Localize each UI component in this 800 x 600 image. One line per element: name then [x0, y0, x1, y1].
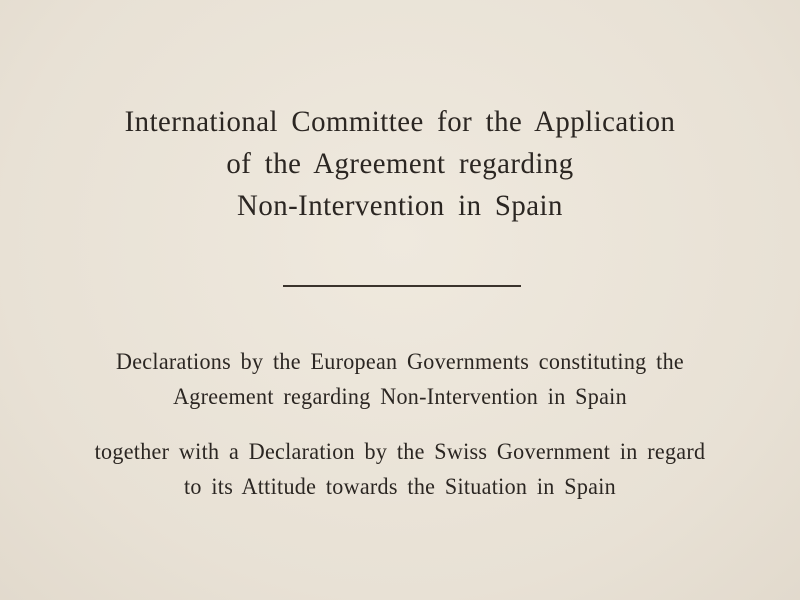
- swiss-declaration-line-2: to its Attitude towards the Situation in Spain: [183, 474, 617, 499]
- swiss-declaration-line-1: together with a Declaration by the Swiss Government in regard: [94, 439, 706, 464]
- declarations-line-2: Agreement regarding Non-Intervention in Spain: [173, 384, 627, 409]
- horizontal-rule: [283, 285, 521, 287]
- title-line-2: of the Agreement regarding: [226, 147, 574, 180]
- title-line-3: Non-Intervention in Spain: [237, 189, 563, 222]
- title-line-1: International Committee for the Application: [124, 105, 676, 138]
- declarations-line-1: Declarations by the European Governments constituting the: [115, 349, 685, 374]
